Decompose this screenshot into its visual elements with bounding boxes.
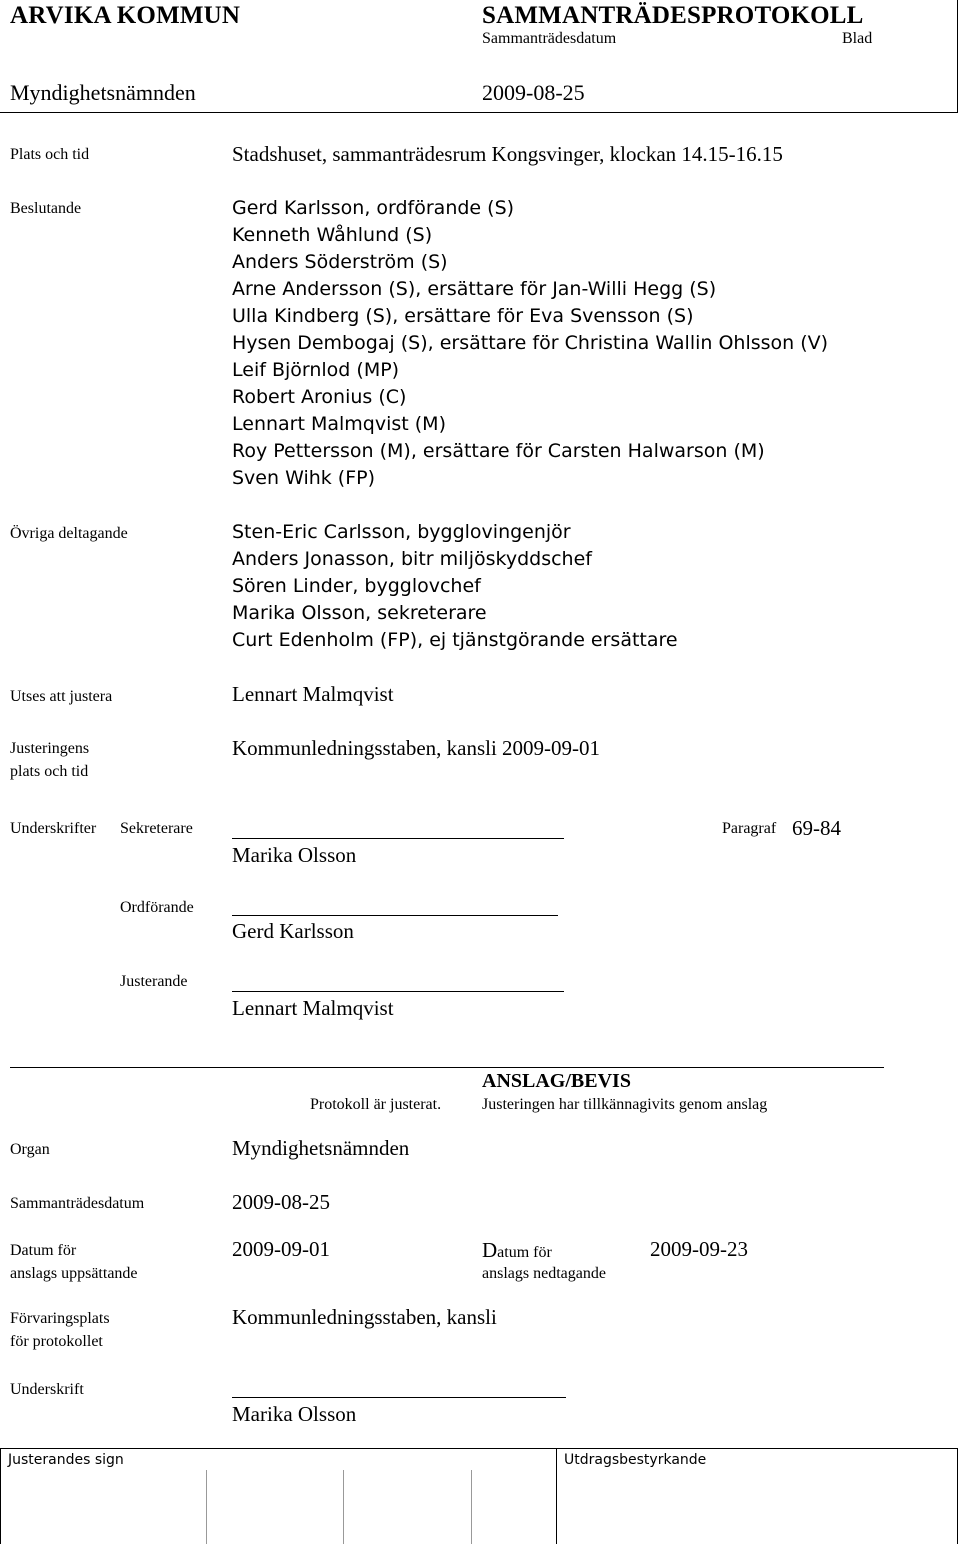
header-meeting-date: 2009-08-25 — [482, 80, 585, 105]
posting-date-label-line2: anslags uppsättande — [10, 1265, 138, 1282]
chair-name: Gerd Karlsson — [232, 919, 354, 943]
adjuster-signature-line — [232, 991, 564, 992]
list-item: Kenneth Wåhlund (S) — [232, 224, 433, 246]
removal-label-rest: atum för — [497, 1244, 552, 1261]
place-time-label: Plats och tid — [10, 146, 90, 163]
place-time-value: Stadshuset, sammanträdesrum Kongsvinger, klockan 14.15-16.15 — [232, 142, 783, 166]
secretary-signature-line — [232, 838, 564, 839]
posting-date-value: 2009-09-01 — [232, 1237, 330, 1261]
list-item: Marika Olsson, sekreterare — [232, 602, 487, 624]
list-item: Anders Söderström (S) — [232, 251, 448, 273]
list-item: Ulla Kindberg (S), ersättare för Eva Svensson (S) — [232, 305, 694, 327]
list-item: Roy Pettersson (M), ersättare för Carsten Halwarson (M) — [232, 440, 765, 462]
list-item: Sten-Eric Carlsson, bygglovingenjör — [232, 521, 571, 543]
protocol-title: SAMMANTRÄDESPROTOKOLL — [482, 2, 864, 29]
paragraph-label: Paragraf — [722, 820, 777, 837]
adjuster-value: Lennart Malmqvist — [232, 682, 394, 706]
list-item: Lennart Malmqvist (M) — [232, 413, 446, 435]
meeting-date-header-label: Sammanträdesdatum — [482, 30, 617, 47]
notice-signature-line — [232, 1397, 566, 1398]
paragraph-value: 69-84 — [792, 816, 841, 840]
chair-label: Ordförande — [120, 899, 194, 916]
organ-value: Myndighetsnämnden — [232, 1136, 410, 1160]
storage-value: Kommunledningsstaben, kansli — [232, 1305, 497, 1329]
storage-label-line1: Förvaringsplats — [10, 1310, 110, 1327]
chair-signature-line — [232, 915, 558, 916]
secretary-name: Marika Olsson — [232, 843, 357, 867]
list-item: Curt Edenholm (FP), ej tjänstgörande ersättare — [232, 629, 678, 651]
footer-sign-box-divider — [206, 1470, 207, 1544]
notice-meeting-date-value: 2009-08-25 — [232, 1190, 330, 1214]
notice-signature-name: Marika Olsson — [232, 1402, 357, 1426]
footer-sign-box-divider — [343, 1470, 344, 1544]
footer-left-border — [0, 1448, 1, 1544]
footer-center-divider — [556, 1448, 557, 1544]
signature-label: Underskrift — [10, 1381, 84, 1398]
posting-date-label-line1: Datum för — [10, 1242, 77, 1259]
list-item: Hysen Dembogaj (S), ersättare för Christina Wallin Ohlsson (V) — [232, 332, 829, 354]
removal-label-initial: D — [482, 1238, 498, 1262]
announcement-text: Justeringen har tillkännagivits genom anslag — [482, 1096, 768, 1113]
list-item: Arne Andersson (S), ersättare för Jan-Willi Hegg (S) — [232, 278, 717, 300]
municipality-name: ARVIKA KOMMUN — [10, 2, 241, 29]
deciding-label: Beslutande — [10, 200, 82, 217]
others-label: Övriga deltagande — [10, 525, 128, 542]
list-item: Anders Jonasson, bitr miljöskyddschef — [232, 548, 592, 570]
list-item: Sven Wihk (FP) — [232, 467, 376, 489]
right-border — [957, 0, 958, 112]
secretary-label: Sekreterare — [120, 820, 193, 837]
list-item: Leif Björnlod (MP) — [232, 359, 400, 381]
list-item: Sören Linder, bygglovchef — [232, 575, 481, 597]
list-item: Gerd Karlsson, ordförande (S) — [232, 197, 515, 219]
adjustment-value: Kommunledningsstaben, kansli 2009-09-01 — [232, 736, 601, 760]
adjuster-sign-name: Lennart Malmqvist — [232, 996, 394, 1020]
adjustment-label-line2: plats och tid — [10, 763, 89, 780]
protocol-adjusted-text: Protokoll är justerat. — [310, 1096, 442, 1113]
adjustment-label-line1: Justeringens — [10, 740, 90, 757]
sheet-label: Blad — [842, 30, 873, 47]
extract-certifying-label: Utdragsbestyrkande — [564, 1452, 707, 1468]
others-members-list — [232, 519, 678, 654]
notice-meeting-date-label: Sammanträdesdatum — [10, 1195, 145, 1212]
storage-label-line2: för protokollet — [10, 1333, 103, 1350]
adjuster-sign-label: Justerande — [120, 973, 188, 990]
list-item: Robert Aronius (C) — [232, 386, 407, 408]
organ-label: Organ — [10, 1141, 50, 1158]
notice-title: ANSLAG/BEVIS — [482, 1070, 631, 1092]
header-divider — [0, 112, 958, 113]
removal-date-label-line2: anslags nedtagande — [482, 1265, 606, 1282]
deciding-members-list — [232, 195, 828, 492]
committee-name: Myndighetsnämnden — [10, 80, 196, 105]
removal-date-value: 2009-09-23 — [650, 1237, 748, 1261]
footer-sign-box-divider — [471, 1470, 472, 1544]
adjuster-label: Utses att justera — [10, 688, 113, 705]
signatures-label: Underskrifter — [10, 820, 97, 837]
removal-date-label-line1 — [482, 1238, 552, 1263]
adjusters-sign-label: Justerandes sign — [8, 1452, 124, 1468]
footer-right-border — [957, 1448, 958, 1544]
notice-divider — [10, 1067, 884, 1068]
footer-top-border — [0, 1448, 958, 1449]
